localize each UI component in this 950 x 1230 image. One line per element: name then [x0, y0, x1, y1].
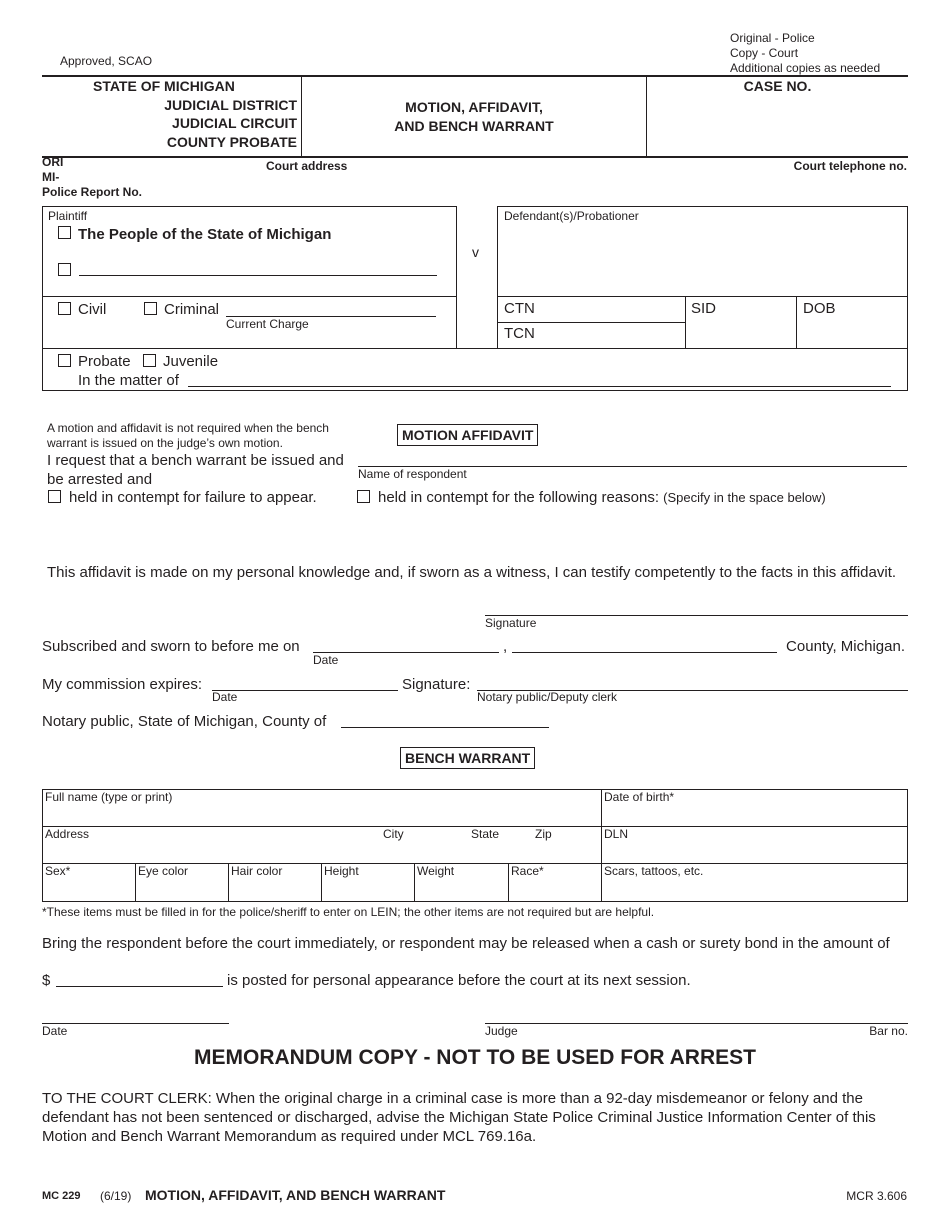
- dob-divider: [796, 296, 797, 349]
- race-label: Race*: [511, 864, 544, 878]
- warrant-col-divider-2: [228, 863, 229, 902]
- footer-rule: MCR 3.606: [846, 1189, 907, 1203]
- contempt-reasons-field[interactable]: [47, 510, 907, 556]
- footer-revision: (6/19): [100, 1189, 132, 1203]
- motion-note-line1: A motion and affidavit is not required when the bench: [47, 421, 329, 435]
- form-title-line1: MOTION, AFFIDAVIT,: [405, 99, 543, 115]
- court-phone-label: Court telephone no.: [793, 159, 907, 173]
- probate-checkbox[interactable]: [58, 354, 71, 367]
- sworn-comma: ,: [503, 638, 508, 655]
- ctn-tcn-divider: [497, 322, 685, 323]
- other-plaintiff-line[interactable]: [79, 275, 437, 276]
- form-title-line2: AND BENCH WARRANT: [394, 118, 554, 134]
- lein-note: *These items must be filled in for the police/sheriff to enter on LEIN; the other items are not required but are helpful.: [42, 905, 655, 919]
- warrant-info-table: [42, 789, 908, 902]
- affiant-signature-line[interactable]: [485, 615, 908, 616]
- sworn-date-line[interactable]: [313, 652, 499, 653]
- defendant-divider: [497, 296, 908, 297]
- memo-line1: TO THE COURT CLERK: When the original charge in a criminal case is more than a 92-day misdemeanor or felony and the: [42, 1090, 863, 1107]
- distribution-copy: Copy - Court: [730, 46, 799, 60]
- people-checkbox[interactable]: [58, 226, 71, 239]
- notary-county-line[interactable]: [341, 727, 549, 728]
- criminal-label: Criminal: [164, 301, 220, 318]
- court-state: STATE OF MICHIGAN: [93, 78, 235, 94]
- tcn-label: TCN: [504, 325, 535, 342]
- warrant-col-divider-main: [601, 789, 602, 902]
- defendant-label: Defendant(s)/Probationer: [504, 209, 639, 223]
- bench-warrant-title: BENCH WARRANT: [400, 747, 535, 769]
- address-label: Address: [45, 827, 90, 841]
- hair-color-label: Hair color: [231, 864, 283, 878]
- case-no-field[interactable]: [662, 93, 892, 151]
- court-circuit: JUDICIAL CIRCUIT: [172, 115, 297, 131]
- height-label: Height: [324, 864, 359, 878]
- warrant-col-divider-3: [321, 863, 322, 902]
- header-divider-1: [301, 76, 302, 157]
- affiant-signature-label: Signature: [485, 616, 537, 630]
- contempt-reasons-text: held in contempt for the following reasons:: [378, 489, 659, 506]
- motion-note-line2: warrant is issued on the judge’s own motion.: [47, 436, 283, 450]
- header-bottom-rule: [42, 156, 908, 158]
- contempt-reasons-label: [378, 489, 826, 506]
- footer-form-no: MC 229: [42, 1190, 81, 1202]
- city-label: City: [383, 827, 404, 841]
- respondent-name-label: Name of respondent: [358, 467, 467, 481]
- ori-label: ORI: [42, 155, 64, 169]
- fail-appear-checkbox[interactable]: [48, 490, 61, 503]
- people-option-label: The People of the State of Michigan: [78, 226, 332, 243]
- warrant-col-divider-4: [414, 863, 415, 902]
- fail-appear-label: held in contempt for failure to appear.: [69, 489, 317, 506]
- contempt-reasons-note: (Specify in the space below): [663, 490, 826, 505]
- contempt-reasons-checkbox[interactable]: [357, 490, 370, 503]
- warrant-col-divider-5: [508, 863, 509, 902]
- request-text: I request that a bench warrant be issued and: [47, 452, 344, 469]
- bond-amount-line[interactable]: [56, 986, 223, 987]
- versus-label: v: [472, 244, 479, 260]
- header-top-rule: [42, 75, 908, 77]
- sworn-date-label: Date: [313, 653, 339, 667]
- notary-county-text: Notary public, State of Michigan, County of: [42, 713, 327, 730]
- warrant-dob-label: Date of birth*: [604, 790, 675, 804]
- current-charge-label: Current Charge: [226, 317, 309, 331]
- in-matter-line[interactable]: [188, 386, 891, 387]
- dollar-sign: $: [42, 972, 51, 989]
- bar-no-label: Bar no.: [869, 1024, 908, 1038]
- warrant-col-divider-1: [135, 863, 136, 902]
- court-district: JUDICIAL DISTRICT: [164, 97, 297, 113]
- eye-color-label: Eye color: [138, 864, 189, 878]
- footer-form-title: MOTION, AFFIDAVIT, AND BENCH WARRANT: [145, 1187, 446, 1203]
- plaintiff-divider: [42, 296, 457, 297]
- commission-date-label: Date: [212, 690, 238, 704]
- police-report-label: Police Report No.: [42, 185, 143, 199]
- judge-label: Judge: [485, 1024, 518, 1038]
- sid-divider: [685, 296, 686, 349]
- warrant-date-line[interactable]: [42, 1023, 229, 1024]
- case-no-label: CASE NO.: [743, 78, 812, 94]
- commission-text: My commission expires:: [42, 676, 203, 693]
- posted-text: is posted for personal appearance before the court at its next session.: [227, 972, 691, 989]
- plaintiff-label: Plaintiff: [48, 209, 88, 223]
- state-label: State: [471, 827, 500, 841]
- civil-label: Civil: [78, 301, 107, 318]
- commission-date-line[interactable]: [212, 690, 398, 691]
- affidavit-statement: This affidavit is made on my personal knowledge and, if sworn as a witness, I can testify competently to the facts in this affidavit.: [47, 564, 897, 581]
- sworn-text: Subscribed and sworn to before me on: [42, 638, 300, 655]
- mi-label: MI-: [42, 170, 60, 184]
- in-matter-label: In the matter of: [78, 372, 179, 389]
- zip-label: Zip: [535, 827, 552, 841]
- memorandum-title: MEMORANDUM COPY - NOT TO BE USED FOR ARREST: [194, 1046, 756, 1069]
- criminal-checkbox[interactable]: [144, 302, 157, 315]
- warrant-date-label: Date: [42, 1024, 68, 1038]
- other-plaintiff-checkbox[interactable]: [58, 263, 71, 276]
- juvenile-checkbox[interactable]: [143, 354, 156, 367]
- sex-label: Sex*: [45, 864, 71, 878]
- ctn-label: CTN: [504, 300, 535, 317]
- notary-signature-text: Signature:: [402, 676, 471, 693]
- memo-line3: Motion and Bench Warrant Memorandum as required under MCL 769.16a.: [42, 1128, 537, 1145]
- defendant-name-field[interactable]: [504, 228, 900, 290]
- bring-text: Bring the respondent before the court immediately, or respondent may be released when a cash or surety bond in the amount of: [42, 935, 890, 952]
- approved-label: Approved, SCAO: [60, 54, 153, 68]
- memo-line2: defendant has not been sentenced or discharged, advise the Michigan State Police Criminal Justice Information Center of this: [42, 1109, 876, 1126]
- distribution-additional: Additional copies as needed: [730, 61, 881, 75]
- court-probate: COUNTY PROBATE: [166, 134, 297, 150]
- motion-affidavit-title: MOTION AFFIDAVIT: [397, 424, 538, 446]
- distribution-original: Original - Police: [730, 31, 815, 45]
- county-michigan-text: County, Michigan.: [786, 638, 905, 655]
- sid-label: SID: [691, 300, 717, 317]
- dln-label: DLN: [604, 827, 629, 841]
- juvenile-label: Juvenile: [163, 353, 219, 370]
- probate-label: Probate: [78, 353, 131, 370]
- civil-checkbox[interactable]: [58, 302, 71, 315]
- notary-label: Notary public/Deputy clerk: [477, 690, 618, 704]
- arrested-text: be arrested and: [47, 471, 153, 488]
- scars-label: Scars, tattoos, etc.: [604, 864, 704, 878]
- full-name-label: Full name (type or print): [45, 790, 173, 804]
- weight-label: Weight: [417, 864, 455, 878]
- court-address-label: Court address: [266, 159, 348, 173]
- dob-label: DOB: [803, 300, 836, 317]
